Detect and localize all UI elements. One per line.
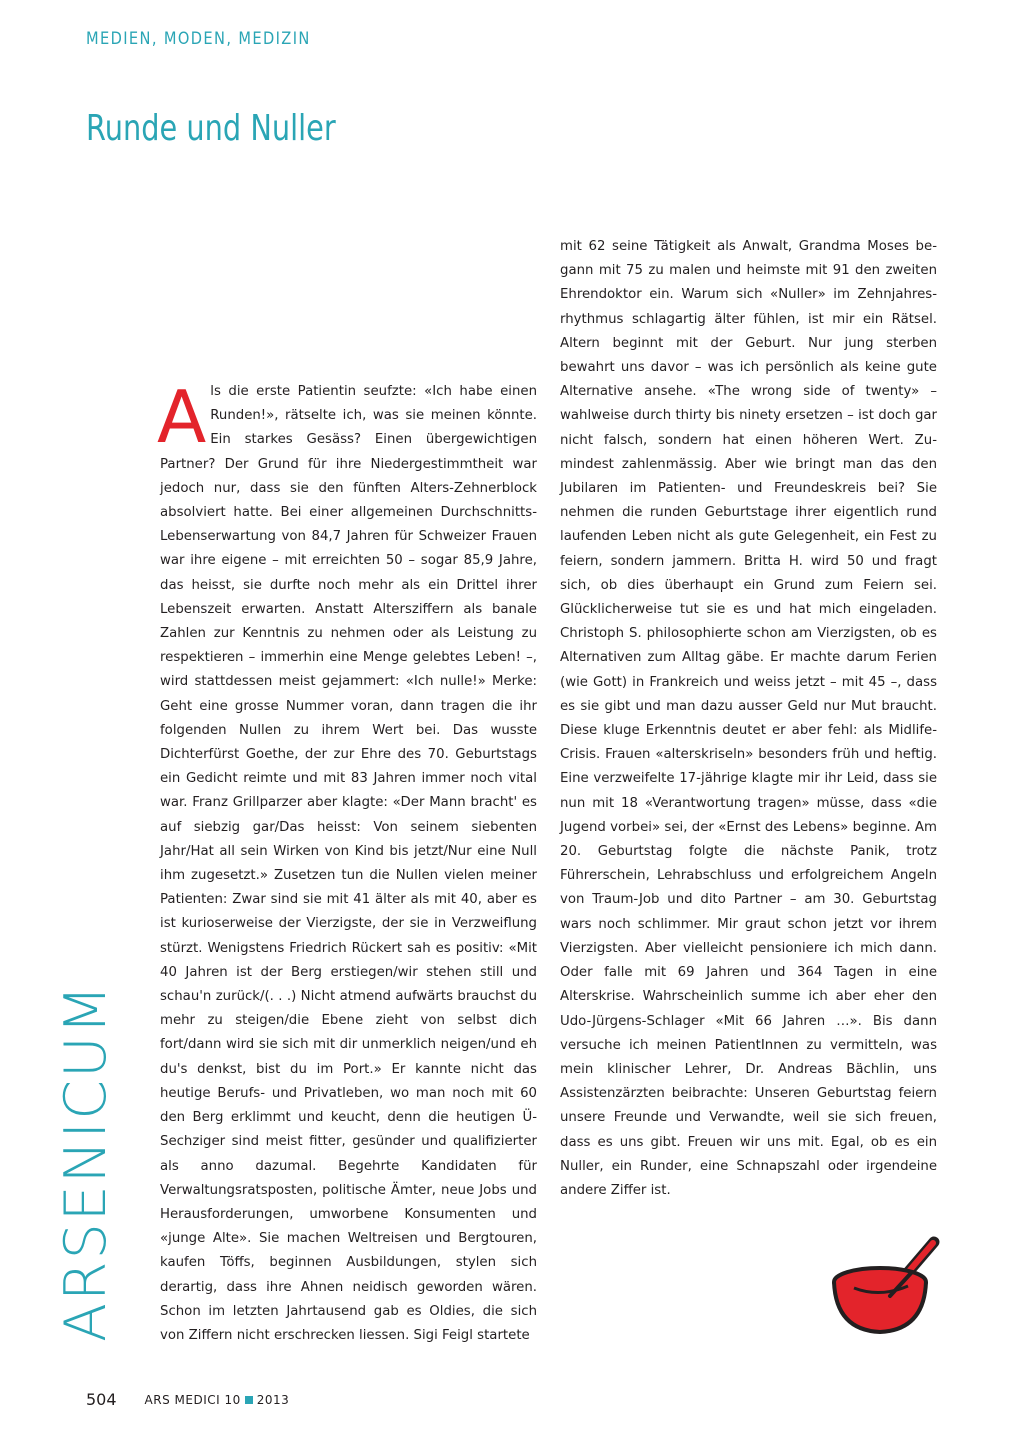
journal-year: 2013 <box>256 1392 290 1407</box>
column-text-right: mit 62 seine Tätigkeit als Anwalt, Grandma Moses begann mit 75 zu malen und heimste mit 91 den zweiten Ehrendoktor ein. Warum sich «Nuller» im Zehnjahresrhythmus schlagartig älter fühlen, ist mir ein Rätsel. Altern beginnt mit der Geburt. Nur jung sterben bewahrt uns davor – was ich persönlich als keine gute Alternative ansehe. «The wrong side of twenty» – wahlweise durch thirty bis ninety ersetzen – ist doch gar nicht falsch, sondern hat einen höheren Wert. Zumindest zahlenmässig. Aber wie bringt man das den Jubilaren im Patienten- und Freundeskreis bei? Sie nehmen die runden Geburtstage ihrer eigentlich rund laufenden Leben nicht als gute Gelegenheit, ein Fest zu feiern, sondern jammern. Britta H. wird 50 und fragt sich, ob dies überhaupt ein Grund zum Feiern sei. Glücklicherweise tut sie es und hat mich eingeladen. Christoph S. philosophierte schon am Vierzigsten, ob es Alternativen zum Alltag gäbe. Er machte darum Ferien (wie Gott) in Frankreich und weiss jetzt – mit 45 –, dass es sie gibt und man dazu ausser Geld nur Mut braucht. Diese kluge Erkenntnis deutet er aber fehl: als Midlife-Crisis. Frauen «alterskriseln» besonders früh und heftig. Eine verzweifelte 17-jährige klagte mir ihr Leid, dass sie nun mit 18 «Verantwortung tragen» müsse, dass «die Jugend vorbei» sei, der «Ernst des Lebens» beginne. Am 20. Geburtstag folgte die nächste Panik, trotz Führerschein, Lehrabschluss und erfolgreichem Angeln von Traum-Job und dito Partner – am 30. Geburtstag wars noch schlimmer. Mir graut schon jetzt vor ihrem Vierzigsten. Aber vielleicht pensioniere ich mich dann. Oder falle mit 69 Jahren und 364 Tagen in eine Alterskrise. Wahrscheinlich summe ich aber eher den Udo-Jürgens-Schlager «Mit 66 Jahren …». Bis dann versuche ich meinen PatientInnen zu vermitteln, was mein klinischer Lehrer, Dr. Andreas Bächlin, uns Assistenzärzten beibrachte: Unseren Geburtstag feiern unsere Freunde und Verwandte, weil sie sich freuen, dass es uns gibt. Freuen wir uns mit. Egal, ob es ein Nuller, ein Runder, eine Schnapszahl oder irgendeine andere Ziffer ist. <box>560 239 937 1198</box>
mortar-and-pestle-icon <box>826 1232 946 1342</box>
article-column-left <box>157 375 537 1348</box>
separator-square-icon <box>245 1396 253 1404</box>
article-column-right <box>560 235 937 1203</box>
column-label-vertical: ARSENICUM <box>53 983 119 1342</box>
page-number: 504 <box>86 1390 117 1409</box>
journal-name: ARS MEDICI 10 <box>144 1392 241 1407</box>
section-label: MEDIEN, MODEN, MEDIZIN <box>86 29 311 49</box>
column-text-left: ls die erste Patientin seufzte: «Ich habe einen Runden!», rätselte ich, was sie meinen könnte. Ein starkes Gesäss? Einen übergewichtigen Partner? Der Grund für ihre Niedergestimmtheit war jedoch nur, dass sie den fünften Alters-Zehnerblock absolviert hatte. Bei einer allgemeinen DurchschnittsLebenserwartung von 84,7 Jahren für Schweizer Frauen war ihre eigene – mit erreichten 50 – sogar 85,9 Jahre, das heisst, sie durfte noch mehr als ein Drittel ihrer Lebenszeit erwarten. Anstatt Altersziffern als banale Zahlen zur Kenntnis zu nehmen oder als Leistung zu respektieren – immerhin eine Menge gelebtes Leben! –, wird stattdessen meist gejammert: «Ich nulle!» Merke: Geht eine grosse Nummer voran, dann tragen die ihr folgenden Nullen zu ihrem Wert bei. Das wusste Dichterfürst Goethe, der zur Ehre des 70. Geburtstags ein Gedicht reimte und mit 83 Jahren immer noch vital war. Franz Grillparzer aber klagte: «Der Mann bracht' es auf siebzig gar/Das heisst: Von seinem siebenten Jahr/Hat all sein Wirken von Kind bis jetzt/Nur eine Null ihm zugesetzt.» Zusetzen tun die Nullen vielen meiner Patienten: Zwar sind sie mit 41 älter als mit 40, aber es ist kurioserweise der Vierzigste, der sie in Verzweiflung stürzt. Wenigstens Friedrich Rückert sah es positiv: «Mit 40 Jahren ist der Berg erstiegen/wir stehen still und schau'n zurück/(. . .) Nicht atmend aufwärts brauchst du mehr zu steigen/die Ebene zieht von selbst dich fort/dann wird sie sich mit dir unmerklich neigen/und eh du's denkst, bist du im Port.» Er kannte nicht das heutige Berufs- und Privatleben, wo man noch mit 60 den Berg erklimmt und keucht, denn die heutigen Ü-Sechziger sind meist fitter, gesünder und qualifizierter als anno dazumal. Begehrte Kandidaten für Verwaltungsratsposten, politische Ämter, neue Jobs und Herausforderungen, umworbene Konsumenten und «junge Alte». Sie machen Weltreisen und Bergtouren, kaufen Töffs, beginnen Ausbildungen, stylen sich derartig, dass ihre Ahnen neidisch geworden wären. Schon im letzten Jahrtausend gab es Oldies, die sich von Ziffern nicht erschrecken liessen. Sigi Feigl startete <box>160 384 537 1343</box>
journal-reference <box>145 1393 290 1407</box>
article-title: Runde und Nuller <box>86 108 336 149</box>
drop-cap: A <box>157 375 207 459</box>
page-footer <box>86 1390 289 1409</box>
